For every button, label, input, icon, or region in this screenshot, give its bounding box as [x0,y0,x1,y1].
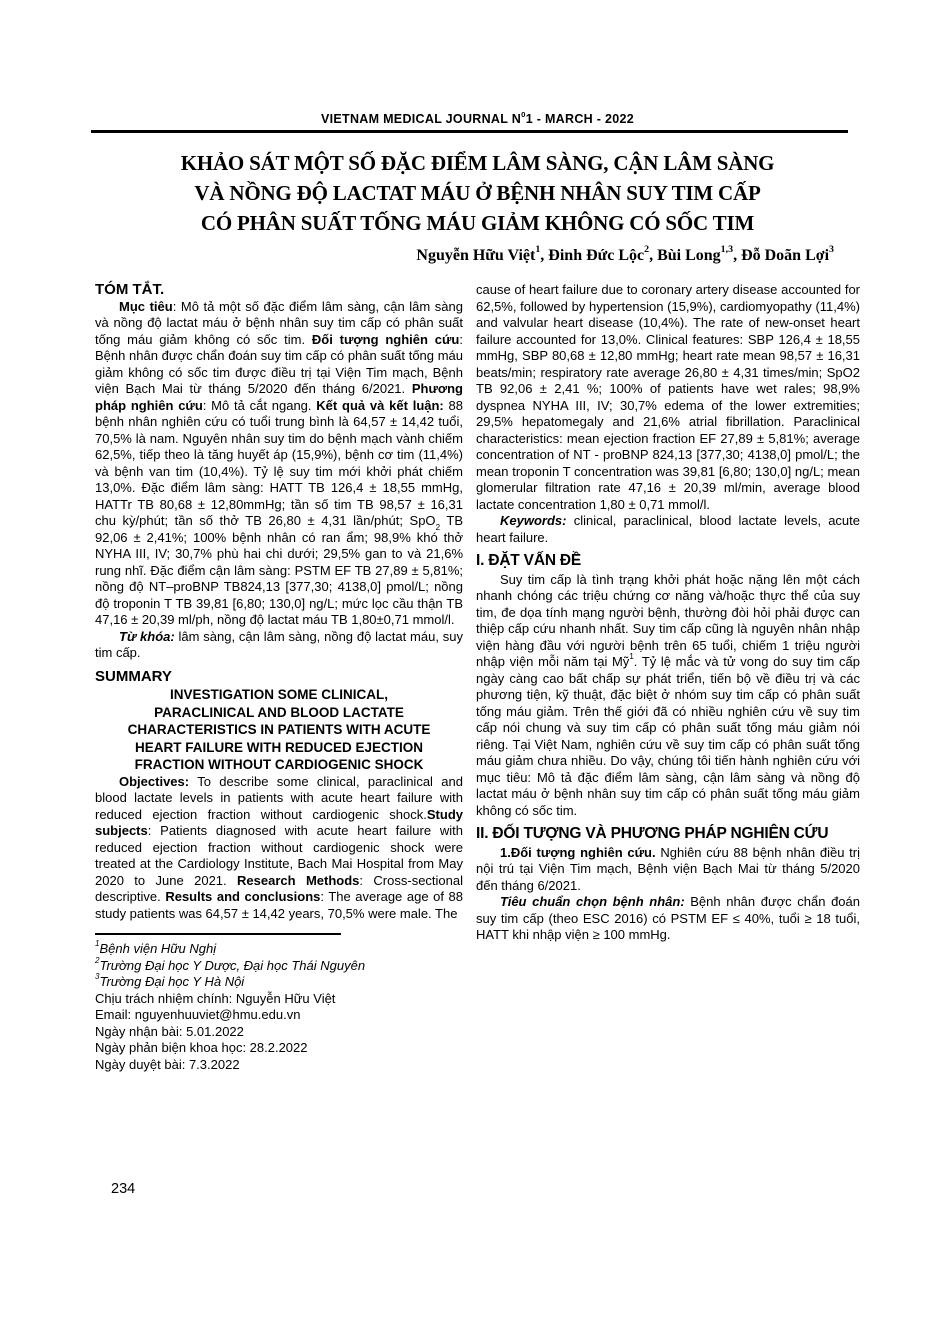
footnote-line-email: Email: nguyenhuuviet@hmu.edu.vn [95,1007,301,1022]
summary-title-line: PARACLINICAL AND BLOOD LACTATE [154,704,404,720]
footnote-line: Ngày phản biện khoa học: 28.2.2022 [95,1040,308,1055]
section2-paragraph-subjects: 1.Đối tượng nghiên cứu. Nghiên cứu 88 bệnh nhân điều trị nội trú tại Viện Tim mạch, Bệnh viện Bạch Mai từ tháng 5/2020 đến tháng 6/2021. [476,844,860,893]
footnote-line: Ngày nhận bài: 5.01.2022 [95,1023,244,1039]
summary-title-line: CHARACTERISTICS IN PATIENTS WITH ACUTE [127,722,431,737]
summary-paragraph: Objectives: To describe some clinical, paraclinical and blood lactate levels in patients with acute heart failure with reduced ejection fraction without cardiogenic shock.Study subjects: Patients diagnosed with acute heart failure with reduced ejection fraction without cardiogenic shock were treated at the Cardiology Institute, Bach Mai Hospital from May 2020 to June 2021. Research Methods: Cross-sectional descriptive. Results and conclusions: The average age of 88 study patients was 64,57 ± 14,42 years, 70,5% were male. The [95,773,464,921]
journal-header: VIETNAM MEDICAL JOURNAL $N^01$ - MARCH - 2022 [320,109,635,126]
summary-continued-paragraph: cause of heart failure due to coronary artery disease accounted for 62,5%, followed by hypertension (15,9%), cardiomyopathy (11,4%) and valvular heart disease (10,4%). The rate of new-onset heart failure accounted for 13,0%. Clinical features: SBP 126,4 ± 18,55 mmHg, SBP 80,68 ± 12,80 mmHg; heart rate mean 98,57 ± 16,31 beats/min; respiratory rate average 26,80 ± 4,31 times/min; SpO2 TB 92,06 ± 2,41 %; 100% of patients have wet rales; 98,9% dyspnea NYHA III, IV; 30,7% edema of the lower extremities; 29,5% hepatomegaly and 21,6% atrial fibrillation. Paraclinical characteristics: mean ejection fraction EF 27,89 ± 5,81%; average concentration of NT - proBNP 824,13 [377,30; 4138,0] pmol/L; the mean troponin T concentration was 39,81 [6,80; 130,0] ng/L; mean glomerular filtration rate 47,16 ± 20,39 ml/min, average blood lactate concentration 1,80 ± 0,71 mmol/l. [476,282,860,512]
page-content [0,109,942,1073]
section2-heading: II. ĐỐI TƯỢNG VÀ PHƯƠNG PHÁP NGHIÊN CỨU [476,825,829,842]
footnote-separator [95,933,341,935]
article-title-line: CÓ PHÂN SUẤT TỐNG MÁU GIẢM KHÔNG CÓ SỐC TIM [200,211,755,235]
two-column-body [95,282,860,1073]
footnote-line: $^3$Trường Đại học Y Hà Nội [95,972,245,989]
page-number: 234 [111,1181,136,1197]
summary-heading: SUMMARY [95,667,172,685]
left-column [95,282,463,1073]
authors-line: Nguyễn Hữu Việt$^1$, Đinh Đức Lộc$^2$, Bùi Long$^{1,3}$, Đỗ Doãn Lợi$^3$ [416,244,834,264]
article-title-line: KHẢO SÁT MỘT SỐ ĐẶC ĐIỂM LÂM SÀNG, CẬN LÂM SÀNG [180,151,775,175]
summary-title [95,686,463,774]
abstract-paragraph: Mục tiêu: Mô tả một số đặc điểm lâm sàng, cận lâm sàng và nồng độ lactat máu ở bệnh nhân suy tim cấp có phân suất tống máu giảm không có sốc tim. Đối tượng nghiên cứu: Bệnh nhân được chẩn đoán suy tim cấp có phân suất tống máu giảm không có sốc tim được điều trị tại Viện Tim mạch, Bệnh viện Bạch Mai từ tháng 5/2020 đến tháng 6/2021. Phương pháp nghiên cứu: Mô tả cắt ngang. Kết quả và kết luận: 88 bệnh nhân nghiên cứu có tuổi trung bình là 64,57 ± 14,42 tuổi, 70,5% là nam. Nguyên nhân suy tim do bệnh mạch vành chiếm 62,5%, tiếp theo là tăng huyết áp (15,9%), bệnh cơ tim (11,4%) và bệnh van tim (10,4%). Tỷ lệ suy tim mới khởi phát chiếm 13,0%. Đặc điểm lâm sàng: HATT TB 126,4 ± 18,55 mmHg, HATTr TB 80,68 ± 12,80mmHg; tần số tim TB 98,57 ± 16,31 chu kỳ/phút; tần số thở TB 26,80 ± 4,31 lần/phút; SpO$_2$ TB 92,06 ± 2,41%; 100% bệnh nhân có ran ẩm; 98,9% khó thở NYHA III, IV; 30,7% phù hai chi dưới; 29,5% gan to và 21,6% rung nhĩ. Đặc điểm cận lâm sàng: PSTM EF TB 27,89 ± 5,81%; nồng độ NT–proBNP TB824,13 [377,30; 4138,0] pmol/L; nồng độ troponin T TB 39,81 [6,80; 130,0] ng/L; mức lọc cầu thận TB 47,16 ± 20,39 ml/ph, nồng độ lactat máu TB 1,80±0,71 mmol/l. [95,298,464,627]
keywords-en-paragraph: Keywords: clinical, paraclinical, blood lactate levels, acute heart failure. [476,513,860,545]
summary-title-line: INVESTIGATION SOME CLINICAL, [169,687,388,702]
section1-paragraph: Suy tim cấp là tình trạng khởi phát hoặc nặng lên một cách nhanh chóng các triệu chứng cơ năng và/hoặc thực thể của suy tim, đe dọa tính mạng người bệnh, thường đòi hỏi phải được can thiệp cấp cứu nhanh nhất. Suy tim cấp cũng là nguyên nhân nhập viện hàng đầu với người bệnh trên 65 tuổi, chiếm 1 triệu người nhập viện mỗi năm tại Mỹ$^1$. Tỷ lệ mắc và tử vong do suy tim cấp ngày càng cao bất chấp sự phát triển, tiến bộ về điều trị và các phương tiện, kỹ thuật, đặc biệt ở nhóm suy tim cấp có phân suất tống máu giảm. Trên thế giới đã có nhiều nghiên cứu về suy tim cấp nói chung và suy tim cấp có phân suất tống máu giảm nói riêng. Tại Việt Nam, nghiên cứu về suy tim cấp có phân suất tống máu giảm chưa nhiều. Do vậy, chúng tôi tiến hành nghiên cứu với mục tiêu: Mô tả đặc điểm lâm sàng, cận lâm sàng và nồng độ lactat máu ở bệnh nhân suy tim cấp có phân suất tống máu giảm không có sốc tim. [476,571,860,818]
abstract-heading: TÓM TẮT. [95,281,165,298]
footnote-line: $^2$Trường Đại học Y Dược, Đại học Thái Nguyên [95,955,366,973]
footnote-line: $^1$Bệnh viện Hữu Nghị [95,939,217,956]
right-column [476,282,860,1073]
summary-title-line: HEART FAILURE WITH REDUCED EJECTION [134,739,423,755]
section2-paragraph-criteria: Tiêu chuẩn chọn bệnh nhân: Bệnh nhân được chẩn đoán suy tim cấp (theo ESC 2016) có PSTM EF ≤ 40%, tuổi ≥ 18 tuổi, HATT khi nhập viện ≥ 100 mmHg. [476,894,860,942]
keywords-vi-paragraph: Từ khóa: lâm sàng, cận lâm sàng, nồng độ lactat máu, suy tim cấp. [95,628,463,660]
footnote-line: Ngày duyệt bài: 7.3.2022 [95,1056,240,1072]
article-title-line: VÀ NỒNG ĐỘ LACTAT MÁU Ở BỆNH NHÂN SUY TIM CẤP [194,181,761,205]
footnotes-block [95,941,463,1073]
summary-title-line: FRACTION WITHOUT CARDIOGENIC SHOCK [134,757,424,772]
header-rule [91,130,848,133]
footnote-line: Chịu trách nhiệm chính: Nguyễn Hữu Việt [95,990,336,1006]
article-title [95,148,860,238]
section1-heading: I. ĐẶT VẤN ĐỀ [476,552,582,569]
